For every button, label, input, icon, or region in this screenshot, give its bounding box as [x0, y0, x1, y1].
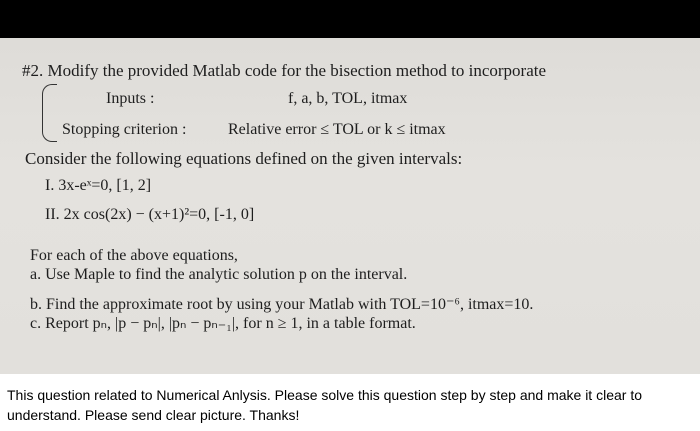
for-each-text: For each of the above equations, [30, 247, 238, 264]
part-b: b. Find the approximate root by using your Matlab with TOL=10⁻⁶, itmax=10. [30, 296, 534, 313]
stopping-value: Relative error ≤ TOL or k ≤ itmax [228, 121, 446, 138]
equation-1: I. 3x-eˣ=0, [1, 2] [45, 177, 152, 194]
part-c: c. Report pₙ, |p − pₙ|, |pₙ − pₙ₋₁|, for n ≥ 1, in a table format. [30, 315, 416, 332]
brace-decoration [42, 84, 57, 142]
consider-text: Consider the following equations defined on the given intervals: [25, 149, 463, 168]
question-caption: This question related to Numerical Anlysis. Please solve this question step by step and make it clear to understand. Please send clear picture. Thanks! [7, 387, 642, 423]
part-a: a. Use Maple to find the analytic solution p on the interval. [30, 266, 408, 283]
problem-title: #2. Modify the provided Matlab code for the bisection method to incorporate [22, 61, 547, 80]
equation-2: II. 2x cos(2x) − (x+1)²=0, [-1, 0] [45, 206, 255, 223]
top-black-bar [0, 0, 700, 38]
inputs-value: f, a, b, TOL, itmax [288, 90, 408, 107]
inputs-label: Inputs : [106, 90, 155, 107]
stopping-label: Stopping criterion : [62, 121, 187, 138]
